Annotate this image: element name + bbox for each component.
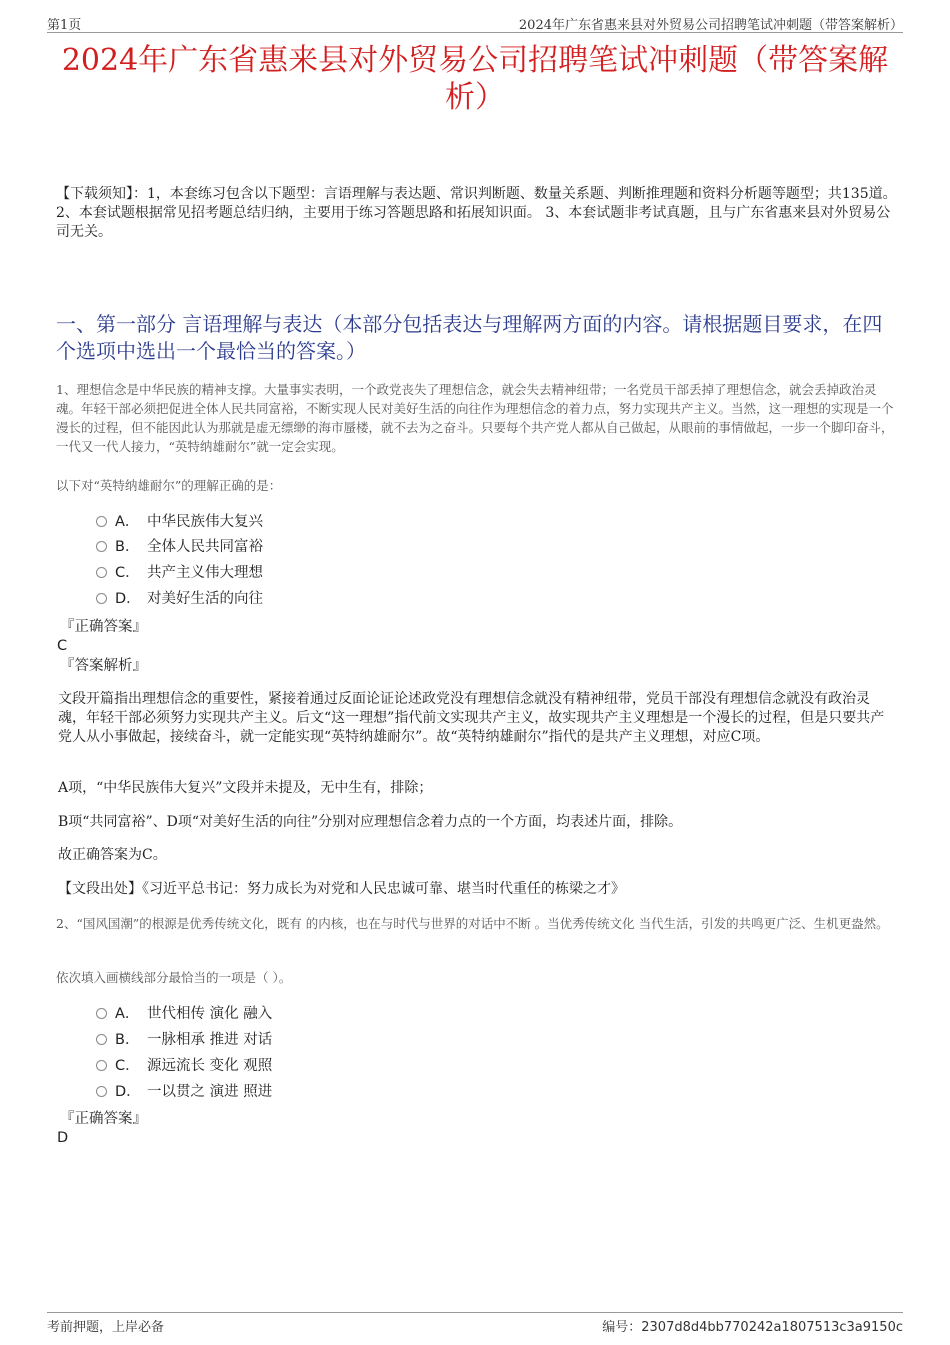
question-1-prompt: 以下对“英特纳雄耐尔”的理解正确的是： <box>56 478 282 493</box>
page-footer <box>47 1312 903 1333</box>
question-1-stem: 1、理想信念是中华民族的精神支撑。大量事实表明，一个政党丧失了理想信念，就会失去精神纽带；一名党员干部丢掉了理想信念，就会丢掉政治灵魂。年轻干部必须把促进全体人民共同富裕，不断实现人民对美好生活的向往作为理想信念的着力点，努力实现共产主义。当然，这一理想的实现是一个漫长的过程，但不能因此认为那就是虚无缥缈的海市蜃楼，就不去为之奋斗。只要每个共产党人都从自己做起，从眼前的事情做起，一步一个脚印奋斗，一代又一代人接力，“英特纳雄耐尔”就一定会实现。 <box>56 382 894 454</box>
question-1-option-b[interactable]: B． 全体人民共同富裕 <box>96 537 263 557</box>
radio-icon[interactable] <box>96 541 107 552</box>
document-title-line1: 2024年广东省惠来县对外贸易公司招聘笔试冲刺题（带答案解 <box>61 43 889 78</box>
question-1-analysis: 文段开篇指出理想信念的重要性，紧接着通过反面论证论述政党没有理想信念就没有精神纽带，党员干部没有理想信念就没有政治灵魂，年轻干部必须努力实现共产主义。后文“这一理想”指代前文实现共产主义，故实现共产主义理想是一个漫长的过程，但是只要共产党人从小事做起，接续奋斗，就一定能实现“英特纳雄耐尔”。故“英特纳雄耐尔”指代的是共产主义理想，对应C项。 <box>58 691 885 745</box>
radio-icon[interactable] <box>96 1008 107 1019</box>
question-1-analysis-label: 『答案解析』 <box>60 658 147 674</box>
radio-icon[interactable] <box>96 593 107 604</box>
radio-icon[interactable] <box>96 1060 107 1071</box>
footer-code-label: 编号： <box>602 1320 642 1335</box>
radio-icon[interactable] <box>96 567 107 578</box>
question-2-option-b[interactable]: B． 一脉相承 推进 对话 <box>96 1030 272 1050</box>
question-1-answer-label: 『正确答案』 <box>60 619 147 635</box>
question-1-note-a: A项，“中华民族伟大复兴”文段并未提及，无中生有，排除； <box>58 780 433 796</box>
question-2-answer: D <box>57 1130 69 1146</box>
question-1-option-c[interactable]: C． 共产主义伟大理想 <box>96 563 263 583</box>
question-2-option-c[interactable]: C． 源远流长 变化 观照 <box>96 1056 272 1076</box>
footer-slogan: 考前押题，上岸必备 <box>47 1320 165 1335</box>
footer-code-value: 2307d8d4bb770242a1807513c3a9150c <box>641 1320 903 1335</box>
question-1-answer: C <box>57 638 68 654</box>
question-1-option-a[interactable]: A． 中华民族伟大复兴 <box>96 512 263 532</box>
section-heading: 一、第一部分 言语理解与表达（本部分包括表达与理解两方面的内容。请根据题目要求，在四个选项中选出一个最恰当的答案。） <box>56 312 883 363</box>
page-number: 第1页 <box>47 18 82 33</box>
page-header <box>47 14 903 33</box>
document-title <box>40 42 910 116</box>
question-1-note-bd: B项“共同富裕”、D项“对美好生活的向往”分别对应理想信念着力点的一个方面，均表述片面，排除。 <box>58 814 683 830</box>
download-notice: 【下载须知】：1，本套练习包含以下题型：言语理解与表达题、常识判断题、数量关系题、判断推理题和资料分析题等题型；共135道。 2、本套试题根据常见招考题总结归纳，主要用于练习答题思路和拓展知识面。 3、本套试题非考试真题，且与广东省惠来县对外贸易公司无关。 <box>56 186 897 240</box>
radio-icon[interactable] <box>96 516 107 527</box>
question-1-source: 【文段出处】《习近平总书记：努力成长为对党和人民忠诚可靠、堪当时代重任的栋梁之才》 <box>58 881 625 897</box>
footer-code <box>602 1316 903 1335</box>
question-2-stem: 2、“国风国潮”的根源是优秀传统文化，既有 的内核，也在与时代与世界的对话中不断 。当优秀传统文化 当代生活，引发的共鸣更广泛、生机更盎然。 <box>56 916 889 931</box>
question-2-answer-label: 『正确答案』 <box>60 1111 147 1127</box>
question-1-conclusion: 故正确答案为C。 <box>58 847 167 863</box>
document-title-line2: 析） <box>445 80 505 115</box>
question-2-prompt: 依次填入画横线部分最恰当的一项是（ ）。 <box>56 970 292 985</box>
question-1-option-d[interactable]: D． 对美好生活的向往 <box>96 589 263 609</box>
header-doc-title: 2024年广东省惠来县对外贸易公司招聘笔试冲刺题（带答案解析） <box>518 18 903 33</box>
radio-icon[interactable] <box>96 1086 107 1097</box>
question-2-option-d[interactable]: D． 一以贯之 演进 照进 <box>96 1082 272 1102</box>
question-2-option-a[interactable]: A． 世代相传 演化 融入 <box>96 1004 272 1024</box>
radio-icon[interactable] <box>96 1034 107 1045</box>
